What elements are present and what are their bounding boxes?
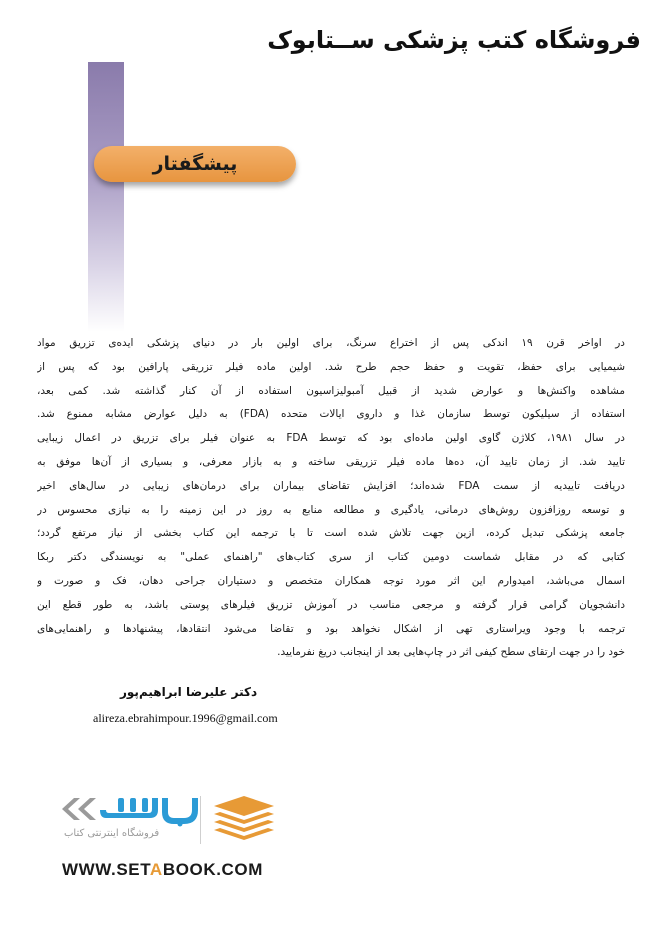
url-accent: A	[149, 860, 163, 879]
body-line: خود را در جهت ارتقای سطح کیفی اثر در چاپ‌هایی بعد از اینجانب دریغ نفرمایید.	[277, 646, 625, 659]
website-url[interactable]	[62, 860, 263, 880]
url-prefix: WWW.SET	[62, 860, 150, 879]
body-line: کتابی که در مقابل شماست دومین کتاب از سری کتاب‌های "راهنمای عملی" به نویسندگی دکتر ربکا	[37, 551, 625, 564]
body-line: دریافت تاییدیه از سمت FDA شده‌اند؛ افزایش تقاضای بیماران برای درمان‌های زیبایی در سال‌های اخیر	[37, 479, 625, 492]
author-name: دکتر علیرضا ابراهیم‌پور	[120, 685, 258, 699]
decorative-side-bar	[88, 62, 124, 332]
url-suffix: BOOK.COM	[162, 860, 263, 879]
body-line: تایید شد. از زمان تایید آن، ده‌ها ماده فیلر تزریقی ساخته و به بازار معرفی، و بسیاری از آن‌ها موفق به	[37, 455, 625, 468]
section-heading-banner	[94, 146, 296, 182]
store-title: فروشگاه کتب پزشکی ســتابوک	[267, 26, 641, 54]
book-stack-emblem-icon	[210, 796, 278, 846]
logo-subtitle: فروشگاه اینترنتی کتاب	[64, 828, 160, 839]
body-line: ترجمه با وجود ویراستاری تهی از اشکال نخواهد بود و تقاضا می‌شود انتقادها، پیشنهادها و راهنمایی‌های	[37, 622, 625, 635]
body-line: شیمیایی برای حفظ، تقویت و حفظ حجم طرح شد. اولین ماده فیلر تزریقی پارافین بود که پس از	[37, 360, 625, 373]
body-line: و توسعه روزافزون روش‌های درمانی، یادگیری و مطالعه منابع به روز در این زمینه را به نیازی محسوس در	[37, 503, 625, 516]
preface-body	[37, 332, 625, 665]
author-email: alireza.ebrahimpour.1996@gmail.com	[93, 711, 278, 725]
body-line: دانشجویان گرامی قرار گرفته و مرجعی مناسب در آموزش تزریق فیلرهای پوستی باشد، به طور قطع این	[37, 598, 625, 611]
body-line: در اواخر قرن ۱۹ اندکی پس از اختراع سرنگ، برای اولین بار در دنیای پزشکی ایده‌ی تزریق مواد	[37, 337, 625, 349]
body-line: اسمال می‌باشد، امیدوارم این اثر مورد توجه همکاران متخصص و دستیاران جراحی دهان، فک و صورت و	[37, 574, 625, 587]
logo-divider	[200, 796, 201, 844]
section-heading: پیشگفتار	[152, 153, 238, 175]
setabook-wordmark-icon	[58, 790, 208, 828]
body-line: مشاهده واکنش‌ها و عوارض شدید از قبیل آمبولیزاسیون استفاده از آن کنار گذاشته شد. کمی بعد،	[37, 384, 625, 397]
body-line: جامعه پزشکی تبدیل کرده، ازین جهت تلاش شده است تا با ترجمه این کتاب بخشی از نیاز مرتفع گردد؛	[37, 527, 625, 540]
body-line: در سال ۱۹۸۱، کلاژن گاوی اولین ماده‌ای بود که توسط FDA به عنوان فیلر برای تزریق در اعمال زیبایی	[37, 432, 625, 445]
body-line: استفاده از سیلیکون توسط سازمان غذا و داروی ایالات متحده (FDA) به دلیل عوارض مشابه ممنوع شد.	[37, 408, 625, 421]
